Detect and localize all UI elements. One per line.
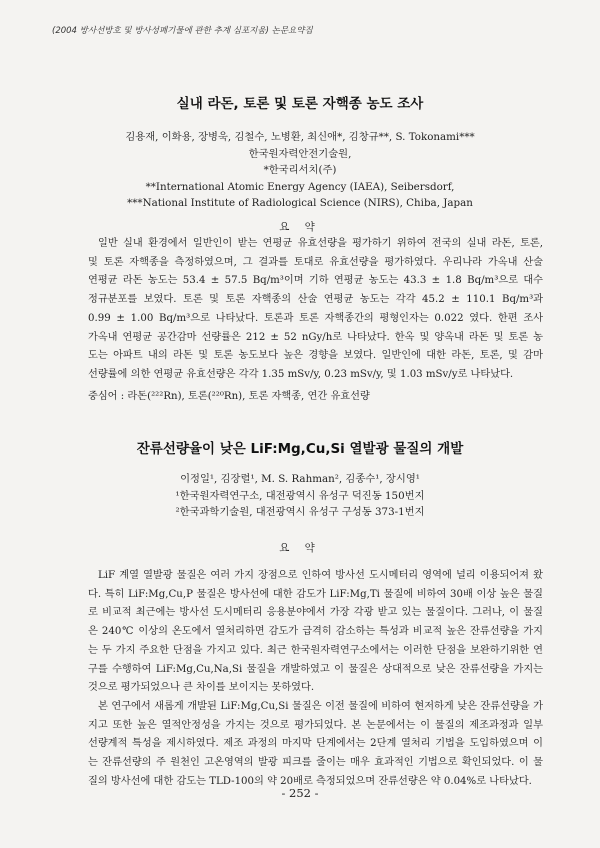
abstract-line: 0.99 ± 1.00 Bq/m³으로 나타났다. 토론과 토론 자핵종간의 평형인자는 0.022 였다. 한편 조사 bbox=[88, 312, 543, 324]
abstract-line: 구를 수행하여 LiF:Mg,Cu,Na,Si 물질을 개발하였고 이 물질은 상대적으로 낮은 잔류선량을 가지는 bbox=[88, 663, 543, 675]
paper1-title: 실내 라돈, 토론 및 토론 자핵종 농도 조사 bbox=[176, 96, 424, 112]
paper2-affiliation-1: ¹한국원자력연구소, 대전광역시 유성구 덕진동 150번지 bbox=[175, 489, 425, 502]
abstract-line: LiF 계열 열발광 물질은 여러 가지 장점으로 인하여 방사선 도시메터리 영역에 널리 이용되어져 왔 bbox=[98, 570, 543, 581]
paper1-abstract-heading: 요 약 bbox=[279, 221, 321, 233]
paper2-title: 잔류선량율이 낮은 LiF:Mg,Cu,Si 열발광 물질의 개발 bbox=[136, 441, 464, 457]
running-header: (2004 방사선방호 및 방사성폐기물에 관한 추계 심포지움) 논문요약집 bbox=[52, 26, 313, 36]
paper2-author-block bbox=[0, 471, 600, 521]
abstract-line: 로 비교적 최근에는 방사선 도시메터리 응용분야에서 가장 각광 받고 있는 물질이다. 그러나, 이 물질 bbox=[88, 607, 543, 619]
abstract-line: 는 잔류선량의 주 원천인 고온영역의 발광 피크를 줄이는 매우 효과적인 기법으로 확인되었다. 이 물 bbox=[88, 757, 543, 769]
abstract-line: 일반 실내 환경에서 일반인이 받는 연평균 유효선량을 평가하기 위하여 전국의 실내 라돈, 토론, bbox=[98, 238, 543, 249]
paper1-abstract bbox=[88, 235, 543, 385]
paper1-authors: 김용재, 이화용, 장병욱, 김철수, 노병환, 최신애*, 김창규**, S. Tokonami*** bbox=[125, 131, 475, 143]
abstract-line: 선량률에 의한 연평균 유효선량은 각각 1.35 mSv/y, 0.23 mSv/y, 및 1.03 mSv/y로 나타났다. bbox=[88, 368, 514, 380]
abstract-line: 는 두 가지 주요한 단점을 가지고 있다. 최근 한국원자력연구소에서는 이러한 단점을 보완하기위한 연 bbox=[88, 644, 543, 656]
abstract-line: 연평균 라돈 농도는 53.4 ± 57.5 Bq/m³이며 기하 연평균 농도는 43.3 ± 1.8 Bq/m³으로 대수 bbox=[88, 275, 543, 287]
paper2-authors: 이정일¹, 김장렬¹, M. S. Rahman², 김종수¹, 장시영¹ bbox=[180, 473, 420, 485]
paper1-author-block bbox=[0, 129, 600, 212]
abstract-line: 도는 아파트 내의 라돈 및 토론 농도보다 높은 경향을 보였다. 일반인에 대한 라돈, 토론, 및 감마 bbox=[88, 350, 543, 362]
abstract-line: 지고 또한 높은 열적안정성을 가지는 것으로 평가되었다. 본 논문에서는 이 물질의 제조과정과 일부 bbox=[88, 719, 543, 731]
abstract-line: 다. 특히 LiF:Mg,Cu,P 물질은 방사선에 대한 감도가 LiF:Mg,Ti 물질에 비하여 30배 이상 높은 물질 bbox=[88, 588, 543, 600]
page-number: - 252 - bbox=[281, 786, 319, 800]
abstract-line: 본 연구에서 새롭게 개발된 LiF:Mg,Cu,Si 물질은 이전 물질에 비하여 현저하게 낮은 잔류선량을 가 bbox=[98, 700, 543, 712]
paper1-affiliation-4: ***National Institute of Radiological Science (NIRS), Chiba, Japan bbox=[127, 197, 473, 210]
abstract-line: 선량계적 특성을 제시하였다. 제조 과정의 마지막 단계에서는 2단계 열처리 기법을 도입하였으며 이 bbox=[88, 738, 543, 750]
abstract-line: 것으로 평가되었으나 큰 차이를 보이지는 못하였다. bbox=[88, 682, 315, 694]
abstract-line: 가옥내 연평균 공간감마 선량률은 212 ± 52 nGy/h로 나타났다. 한옥 및 양옥내 라돈 및 토론 농 bbox=[88, 331, 543, 343]
paper2-affiliation-2: ²한국과학기술원, 대전광역시 유성구 구성동 373-1번지 bbox=[175, 506, 425, 519]
paper1-affiliation-1: 한국원자력안전기술원, bbox=[248, 147, 352, 160]
abstract-line: 정규분포를 보였다. 토론 및 토론 자핵종의 산술 연평균 농도는 각각 45.2 ± 110.1 Bq/m³과 bbox=[88, 294, 543, 306]
paper2-abstract bbox=[88, 567, 543, 791]
paper1-keywords: 중심어 : 라돈(²²²Rn), 토론(²²⁰Rn), 토론 자핵종, 연간 유효선량 bbox=[88, 391, 370, 402]
abstract-line: 및 토론 자핵종을 측정하였으며, 그 결과를 토대로 유효선량을 평가하였다. 우리나라 가옥내 산술 bbox=[88, 256, 543, 268]
abstract-line: 은 240℃ 이상의 온도에서 열처리하면 감도가 급격히 감소하는 특성과 비교적 높은 잔류선량을 가지 bbox=[88, 626, 543, 638]
paper2-abstract-heading: 요 약 bbox=[279, 542, 321, 554]
abstract-line: 질의 방사선에 대한 감도는 TLD-100의 약 20배로 측정되었으며 잔류선량은 약 0.04%로 나타났다. bbox=[88, 775, 532, 787]
paper1-affiliation-3: **International Atomic Energy Agency (IAEA), Seibersdorf, bbox=[145, 180, 455, 193]
paper1-affiliation-2: *한국리서치(주) bbox=[263, 164, 337, 177]
